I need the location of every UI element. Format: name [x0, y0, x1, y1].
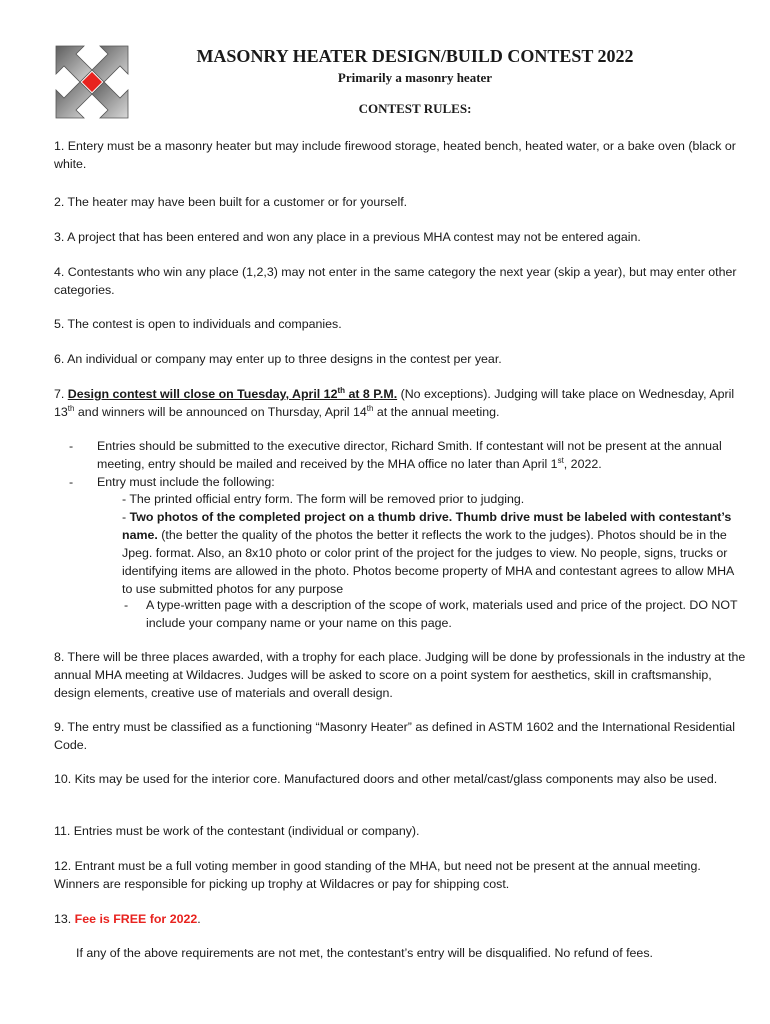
bullet-dash: -	[69, 439, 74, 453]
requirement-photos: - Two photos of the completed project on a thumb drive. Thumb drive must be labeled with contestant’s name. (the better the quality of the photos the better it reflects the work to the judges). Photos should be in the Jpeg. format. Also, an 8x10 photo or color print of the project for the judges to view. No people, signs, trucks or identifying items are allowed in the photo. Photos become property of MHA and contestant agrees to allow MHA to use submitted photos for any purpose	[122, 510, 734, 596]
rule-13: 13. Fee is FREE for 2022.	[54, 912, 201, 926]
rule-8: 8. There will be three places awarded, with a trophy for each place. Judging will be done by professionals in the industry at the annual MHA meeting at Wildacres. Judges will be asked to score on a point system for aesthetics, skill in craftsmanship, design elements, creative use of materials and overall design.	[54, 650, 746, 700]
rule-3: 3. A project that has been entered and won any place in a previous MHA contest may not be entered again.	[54, 230, 641, 244]
rule-10: 10. Kits may be used for the interior core. Manufactured doors and other metal/cast/glass components may also be used.	[54, 772, 718, 786]
rule-2: 2. The heater may have been built for a customer or for yourself.	[54, 195, 408, 209]
rule-12: 12. Entrant must be a full voting member in good standing of the MHA, but need not be present at the annual meeting. Winners are responsible for picking up trophy at Wildacres or pay for shipping cost.	[54, 859, 701, 891]
submission-instructions: Entries should be submitted to the executive director, Richard Smith. If contestant will not be present at the annual meeting, entry should be mailed and received by the MHA office no later than April 1st, 2022.	[97, 439, 722, 471]
disqualification-notice: If any of the above requirements are not met, the contestant’s entry will be disqualified. No refund of fees.	[76, 946, 653, 960]
rule-6: 6. An individual or company may enter up to three designs in the contest per year.	[54, 352, 502, 366]
fee-free-notice: Fee is FREE for 2022	[74, 912, 198, 926]
page-title: MASONRY HEATER DESIGN/BUILD CONTEST 2022	[196, 46, 634, 66]
requirement-description-page: A type-written page with a description of the scope of work, materials used and price of the project. DO NOT include your company name or your name on this page.	[146, 598, 738, 630]
rule-9: 9. The entry must be classified as a functioning “Masonry Heater” as defined in ASTM 1602 and the International Residential Code.	[54, 720, 735, 752]
rule-11: 11. Entries must be work of the contestant (individual or company).	[54, 824, 420, 838]
page-subtitle: Primarily a masonry heater	[337, 70, 493, 85]
rule-5: 5. The contest is open to individuals and companies.	[54, 317, 342, 331]
bullet-dash: -	[69, 475, 74, 489]
requirement-entry-form: - The printed official entry form. The form will be removed prior to judging.	[122, 492, 525, 506]
rule-4: 4. Contestants who win any place (1,2,3) may not enter in the same category the next year (skip a year), but may enter other categories.	[54, 265, 737, 297]
sub-bullet-dash: -	[124, 598, 129, 612]
entry-requirements-heading: Entry must include the following:	[97, 475, 275, 489]
rule-7: 7. Design contest will close on Tuesday, April 12th at 8 P.M. (No exceptions). Judging will take place on Wednesday, April 13th and winners will be announced on Thursday, April 14th at the annual meeting.	[54, 385, 735, 419]
rule-7-number: 7.	[54, 387, 68, 401]
deadline-text: Design contest will close on Tuesday, April 12th at 8 P.M.	[67, 385, 398, 401]
rules-heading: CONTEST RULES:	[358, 101, 472, 116]
mha-logo-icon	[54, 44, 130, 120]
rule-1: 1. Entery must be a masonry heater but may include firewood storage, heated bench, heated water, or a bake oven (black or white.	[54, 139, 736, 171]
